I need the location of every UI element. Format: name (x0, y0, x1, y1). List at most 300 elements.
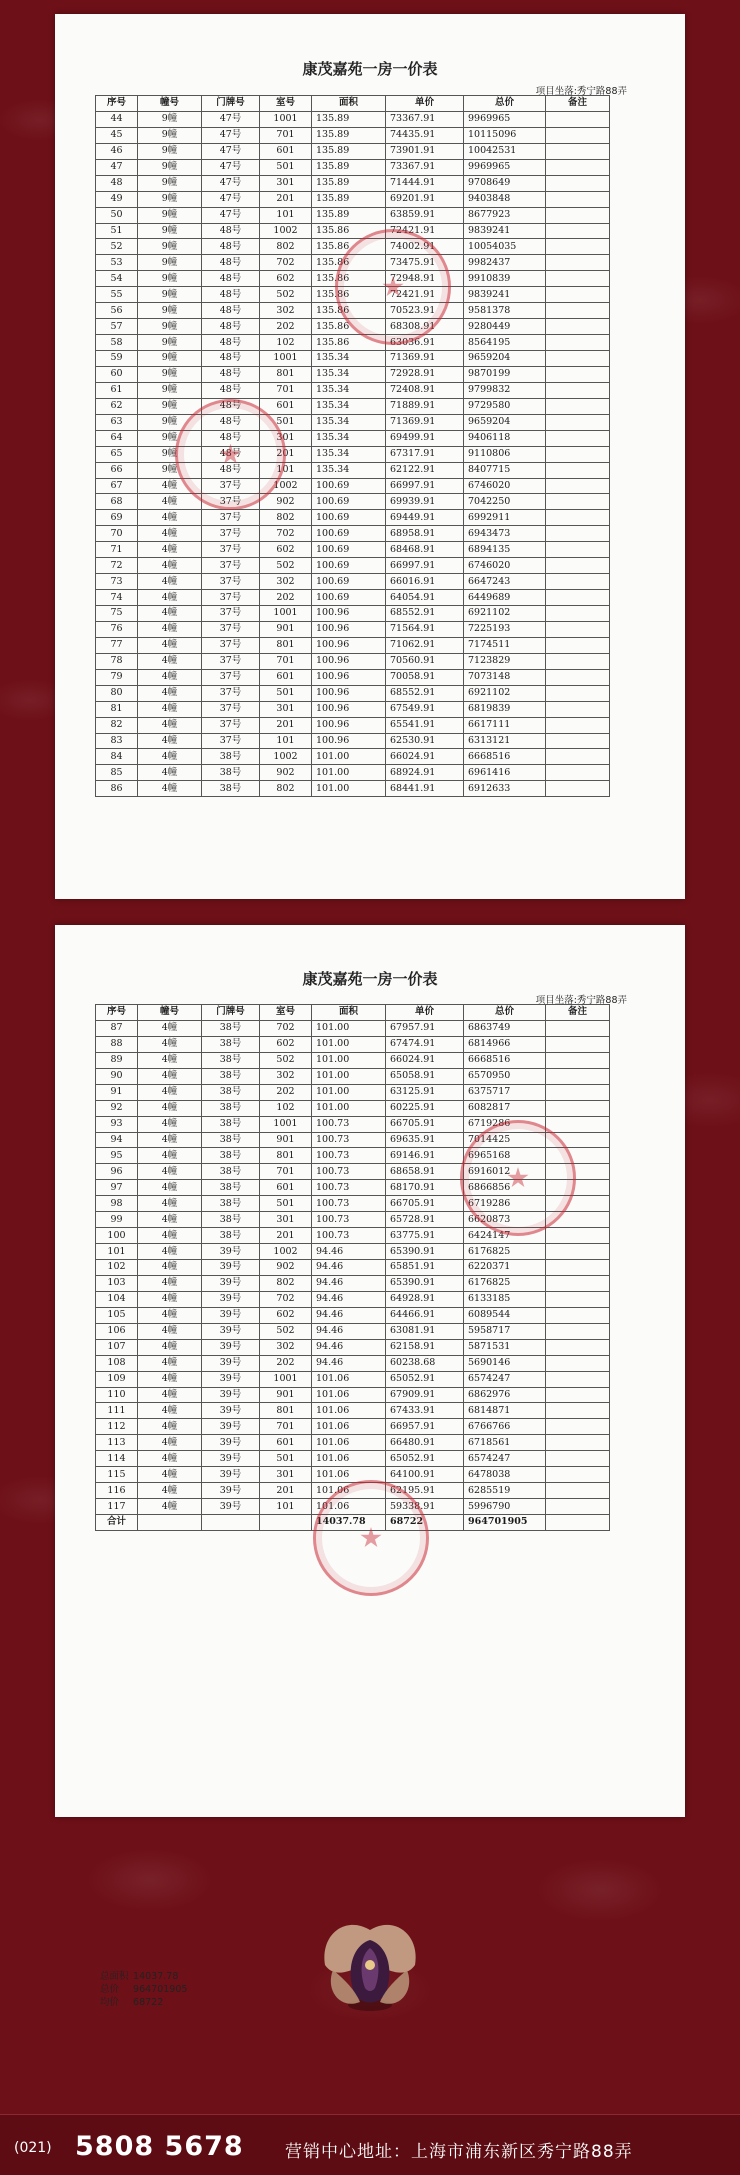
cell-room: 602 (260, 542, 312, 558)
cell-building: 4幢 (138, 510, 202, 526)
cell-area: 135.86 (312, 239, 386, 255)
cell-seq: 88 (96, 1036, 138, 1052)
cell-unit-price: 66016.91 (386, 574, 464, 590)
cell-building: 9幢 (138, 414, 202, 430)
table-row (96, 1371, 610, 1387)
table-row (96, 462, 610, 478)
total-row (96, 1515, 610, 1531)
cell-building: 9幢 (138, 239, 202, 255)
table-row (96, 303, 610, 319)
cell-seq: 108 (96, 1355, 138, 1371)
cell-unit-price: 72421.91 (386, 223, 464, 239)
cell-area: 101.00 (312, 749, 386, 765)
table-row (96, 127, 610, 143)
cell-area: 100.73 (312, 1148, 386, 1164)
table-row (96, 1116, 610, 1132)
cell-seq: 105 (96, 1307, 138, 1323)
cell-room: 602 (260, 1036, 312, 1052)
cell-remarks (546, 1291, 610, 1307)
cell-door: 38号 (202, 1164, 260, 1180)
cell-total-price: 10115096 (464, 127, 546, 143)
cell-remarks (546, 1499, 610, 1515)
cell-seq: 109 (96, 1371, 138, 1387)
cell-building: 4幢 (138, 765, 202, 781)
cell-building: 4幢 (138, 781, 202, 797)
cell-area: 135.86 (312, 335, 386, 351)
cell-unit-price: 68552.91 (386, 606, 464, 622)
cell-room: 302 (260, 574, 312, 590)
cell-building: 4幢 (138, 733, 202, 749)
cell-remarks (546, 558, 610, 574)
header-building: 幢号 (138, 96, 202, 112)
cell-unit-price: 62195.91 (386, 1483, 464, 1499)
cell-room: 201 (260, 446, 312, 462)
cell-room: 1002 (260, 478, 312, 494)
cell-seq: 52 (96, 239, 138, 255)
cell-remarks (546, 701, 610, 717)
cell-area: 100.96 (312, 606, 386, 622)
cell-door: 39号 (202, 1419, 260, 1435)
cell-building: 4幢 (138, 1020, 202, 1036)
cell-room: 501 (260, 685, 312, 701)
cell-remarks (546, 303, 610, 319)
cell-door: 47号 (202, 143, 260, 159)
cell-room: 501 (260, 414, 312, 430)
cell-seq: 117 (96, 1499, 138, 1515)
cell-seq: 67 (96, 478, 138, 494)
cell-seq: 65 (96, 446, 138, 462)
cell-building: 4幢 (138, 1260, 202, 1276)
cell-door: 48号 (202, 398, 260, 414)
table-row (96, 271, 610, 287)
cell-unit-price: 69635.91 (386, 1132, 464, 1148)
cell-total-price: 7174511 (464, 637, 546, 653)
header-area: 面积 (312, 1005, 386, 1021)
cell-seq: 73 (96, 574, 138, 590)
cell-door: 39号 (202, 1307, 260, 1323)
cell-room: 302 (260, 1339, 312, 1355)
table-row (96, 111, 610, 127)
table-row (96, 430, 610, 446)
cell-seq: 80 (96, 685, 138, 701)
cell-total-price: 7073148 (464, 669, 546, 685)
cell-door: 38号 (202, 1020, 260, 1036)
cell-area: 94.46 (312, 1307, 386, 1323)
cell-area: 94.46 (312, 1291, 386, 1307)
cell-unit-price: 70058.91 (386, 669, 464, 685)
cell-unit-price: 66997.91 (386, 478, 464, 494)
cell-total-price: 5958717 (464, 1323, 546, 1339)
header-area: 面积 (312, 96, 386, 112)
cell-area: 100.96 (312, 717, 386, 733)
cell-building: 4幢 (138, 1228, 202, 1244)
cell-room: 301 (260, 1467, 312, 1483)
header-room: 室号 (260, 1005, 312, 1021)
cell-door: 47号 (202, 175, 260, 191)
cell-room: 102 (260, 335, 312, 351)
cell-remarks (546, 1180, 610, 1196)
cell-room: 502 (260, 1323, 312, 1339)
cell-room: 302 (260, 303, 312, 319)
cell-remarks (546, 717, 610, 733)
table-row (96, 255, 610, 271)
cell-area: 135.86 (312, 255, 386, 271)
cell-remarks (546, 478, 610, 494)
cell-seq: 48 (96, 175, 138, 191)
cell-seq: 83 (96, 733, 138, 749)
header-remarks: 备注 (546, 96, 610, 112)
cell-building: 4幢 (138, 1483, 202, 1499)
cell-area: 100.96 (312, 637, 386, 653)
cell-door: 48号 (202, 366, 260, 382)
cell-area: 101.06 (312, 1435, 386, 1451)
cell-total-price: 6921102 (464, 685, 546, 701)
cell-room: 701 (260, 382, 312, 398)
cell-unit-price: 62158.91 (386, 1339, 464, 1355)
cell-door: 37号 (202, 542, 260, 558)
cell-remarks (546, 606, 610, 622)
cell-area: 101.06 (312, 1483, 386, 1499)
cell-remarks (546, 319, 610, 335)
cell-seq: 53 (96, 255, 138, 271)
cell-room: 601 (260, 143, 312, 159)
cell-total-price: 10054035 (464, 239, 546, 255)
cell-building: 4幢 (138, 1419, 202, 1435)
cell-remarks (546, 1387, 610, 1403)
cell-room: 902 (260, 1260, 312, 1276)
cell-total-price: 7042250 (464, 494, 546, 510)
cell-door: 48号 (202, 223, 260, 239)
cell-door: 39号 (202, 1467, 260, 1483)
total-cell (546, 1515, 610, 1531)
orchid-flower-image (305, 1910, 435, 2020)
cell-area: 100.96 (312, 733, 386, 749)
price-sheet-page-1 (55, 14, 685, 899)
cell-seq: 114 (96, 1451, 138, 1467)
cell-building: 4幢 (138, 494, 202, 510)
cell-remarks (546, 510, 610, 526)
cell-area: 135.89 (312, 207, 386, 223)
cell-unit-price: 68958.91 (386, 526, 464, 542)
cell-building: 4幢 (138, 1148, 202, 1164)
table-row (96, 159, 610, 175)
cell-room: 702 (260, 1020, 312, 1036)
table-row (96, 1355, 610, 1371)
cell-unit-price: 66024.91 (386, 749, 464, 765)
cell-unit-price: 73901.91 (386, 143, 464, 159)
cell-remarks (546, 414, 610, 430)
cell-unit-price: 68468.91 (386, 542, 464, 558)
header-remarks: 备注 (546, 1005, 610, 1021)
cell-room: 802 (260, 510, 312, 526)
cell-unit-price: 66024.91 (386, 1052, 464, 1068)
cell-area: 101.00 (312, 1052, 386, 1068)
cell-building: 9幢 (138, 127, 202, 143)
cell-remarks (546, 430, 610, 446)
cell-remarks (546, 526, 610, 542)
cell-seq: 78 (96, 653, 138, 669)
cell-building: 9幢 (138, 382, 202, 398)
cell-unit-price: 72421.91 (386, 287, 464, 303)
cell-seq: 111 (96, 1403, 138, 1419)
cell-area: 135.89 (312, 111, 386, 127)
table-row (96, 335, 610, 351)
cell-total-price: 9969965 (464, 111, 546, 127)
summary-total-label: 总价 (100, 1984, 120, 1995)
cell-remarks (546, 143, 610, 159)
cell-seq: 107 (96, 1339, 138, 1355)
cell-seq: 66 (96, 462, 138, 478)
total-unit-price: 68722 (386, 1515, 464, 1531)
cell-door: 48号 (202, 319, 260, 335)
cell-unit-price: 73367.91 (386, 159, 464, 175)
phone-area-code: (021) (14, 2140, 52, 2156)
cell-area: 135.89 (312, 159, 386, 175)
cell-area: 135.86 (312, 303, 386, 319)
cell-seq: 89 (96, 1052, 138, 1068)
table-row (96, 1435, 610, 1451)
cell-remarks (546, 621, 610, 637)
cell-remarks (546, 1483, 610, 1499)
cell-building: 4幢 (138, 653, 202, 669)
header-seq: 序号 (96, 1005, 138, 1021)
cell-area: 135.86 (312, 271, 386, 287)
cell-remarks (546, 653, 610, 669)
table-row (96, 653, 610, 669)
cell-door: 39号 (202, 1483, 260, 1499)
cell-unit-price: 63775.91 (386, 1228, 464, 1244)
cell-unit-price: 74002.91 (386, 239, 464, 255)
table-row (96, 685, 610, 701)
cell-unit-price: 66480.91 (386, 1435, 464, 1451)
header-door: 门牌号 (202, 96, 260, 112)
table-row (96, 1148, 610, 1164)
cell-total-price: 6424147 (464, 1228, 546, 1244)
cell-remarks (546, 255, 610, 271)
cell-unit-price: 72408.91 (386, 382, 464, 398)
cell-unit-price: 67474.91 (386, 1036, 464, 1052)
cell-seq: 56 (96, 303, 138, 319)
cell-door: 39号 (202, 1275, 260, 1291)
table-row (96, 1100, 610, 1116)
cell-total-price: 6766766 (464, 1419, 546, 1435)
cell-door: 39号 (202, 1355, 260, 1371)
table-row (96, 510, 610, 526)
cell-total-price: 9839241 (464, 287, 546, 303)
cell-unit-price: 71564.91 (386, 621, 464, 637)
cell-remarks (546, 637, 610, 653)
cell-total-price: 6220371 (464, 1260, 546, 1276)
cell-building: 4幢 (138, 1180, 202, 1196)
cell-door: 47号 (202, 127, 260, 143)
cell-area: 94.46 (312, 1355, 386, 1371)
cell-area: 135.86 (312, 319, 386, 335)
cell-unit-price: 70523.91 (386, 303, 464, 319)
cell-room: 301 (260, 175, 312, 191)
cell-door: 48号 (202, 462, 260, 478)
cell-building: 4幢 (138, 1244, 202, 1260)
cell-unit-price: 67317.91 (386, 446, 464, 462)
cell-unit-price: 71062.91 (386, 637, 464, 653)
table-row (96, 223, 610, 239)
cell-remarks (546, 127, 610, 143)
header-building: 幢号 (138, 1005, 202, 1021)
cell-seq: 49 (96, 191, 138, 207)
table-row (96, 749, 610, 765)
cell-remarks (546, 366, 610, 382)
sheet-title: 康茂嘉苑一房一价表 (302, 60, 438, 78)
cell-total-price: 8677923 (464, 207, 546, 223)
cell-door: 39号 (202, 1339, 260, 1355)
cell-remarks (546, 1228, 610, 1244)
cell-door: 37号 (202, 685, 260, 701)
cell-building: 9幢 (138, 223, 202, 239)
cell-area: 100.73 (312, 1228, 386, 1244)
cell-building: 9幢 (138, 287, 202, 303)
cell-door: 38号 (202, 749, 260, 765)
table-row (96, 1323, 610, 1339)
cell-remarks (546, 494, 610, 510)
cell-unit-price: 64928.91 (386, 1291, 464, 1307)
cell-remarks (546, 1403, 610, 1419)
footer-bar (0, 2114, 740, 2175)
table-row (96, 1387, 610, 1403)
cell-remarks (546, 382, 610, 398)
cell-room: 901 (260, 621, 312, 637)
cell-building: 9幢 (138, 303, 202, 319)
cell-area: 101.06 (312, 1419, 386, 1435)
cell-door: 38号 (202, 1148, 260, 1164)
table-row (96, 1275, 610, 1291)
cell-room: 902 (260, 765, 312, 781)
cell-room: 501 (260, 1196, 312, 1212)
table-row (96, 414, 610, 430)
cell-door: 37号 (202, 494, 260, 510)
cell-building: 4幢 (138, 749, 202, 765)
cell-remarks (546, 1212, 610, 1228)
cell-total-price: 6866856 (464, 1180, 546, 1196)
table-row (96, 590, 610, 606)
cell-total-price: 6863749 (464, 1020, 546, 1036)
cell-total-price: 6965168 (464, 1148, 546, 1164)
cell-area: 94.46 (312, 1339, 386, 1355)
table-row (96, 733, 610, 749)
cell-seq: 90 (96, 1068, 138, 1084)
table-row (96, 1068, 610, 1084)
cell-seq: 45 (96, 127, 138, 143)
cell-seq: 77 (96, 637, 138, 653)
cell-unit-price: 65541.91 (386, 717, 464, 733)
cell-door: 48号 (202, 287, 260, 303)
cell-room: 1002 (260, 749, 312, 765)
header-total-price: 总价 (464, 1005, 546, 1021)
price-table (95, 1004, 610, 1531)
cell-room: 1001 (260, 351, 312, 367)
cell-remarks (546, 287, 610, 303)
cell-seq: 96 (96, 1164, 138, 1180)
cell-total-price: 6862976 (464, 1387, 546, 1403)
cell-area: 135.34 (312, 414, 386, 430)
cell-room: 1001 (260, 111, 312, 127)
header-total-price: 总价 (464, 96, 546, 112)
sheet-title: 康茂嘉苑一房一价表 (302, 970, 438, 988)
cell-total-price: 6912633 (464, 781, 546, 797)
cell-unit-price: 73367.91 (386, 111, 464, 127)
cell-seq: 58 (96, 335, 138, 351)
cell-building: 4幢 (138, 1116, 202, 1132)
cell-door: 37号 (202, 653, 260, 669)
cell-unit-price: 66997.91 (386, 558, 464, 574)
cell-area: 94.46 (312, 1260, 386, 1276)
cell-seq: 62 (96, 398, 138, 414)
cell-door: 39号 (202, 1323, 260, 1339)
cell-building: 4幢 (138, 478, 202, 494)
cell-room: 501 (260, 1451, 312, 1467)
cell-remarks (546, 223, 610, 239)
cell-area: 100.69 (312, 542, 386, 558)
cell-room: 202 (260, 1355, 312, 1371)
project-location: 项目坐落:秀宁路88弄 (535, 86, 627, 97)
summary-area-label: 总面积 (100, 1971, 129, 1982)
cell-unit-price: 71369.91 (386, 414, 464, 430)
cell-door: 38号 (202, 1052, 260, 1068)
cell-remarks (546, 1451, 610, 1467)
cell-door: 38号 (202, 1084, 260, 1100)
cell-area: 135.34 (312, 446, 386, 462)
cell-room: 201 (260, 1483, 312, 1499)
cell-unit-price: 68658.91 (386, 1164, 464, 1180)
cell-building: 4幢 (138, 1451, 202, 1467)
cell-area: 101.06 (312, 1499, 386, 1515)
cell-room: 702 (260, 1291, 312, 1307)
cell-unit-price: 71444.91 (386, 175, 464, 191)
cell-building: 4幢 (138, 606, 202, 622)
cell-seq: 110 (96, 1387, 138, 1403)
cell-room: 501 (260, 159, 312, 175)
cell-area: 100.69 (312, 558, 386, 574)
cell-door: 48号 (202, 351, 260, 367)
cell-total-price: 7123829 (464, 653, 546, 669)
cell-remarks (546, 398, 610, 414)
cell-building: 4幢 (138, 1499, 202, 1515)
cell-total-price: 6746020 (464, 478, 546, 494)
table-row (96, 1052, 610, 1068)
cell-unit-price: 68924.91 (386, 765, 464, 781)
cell-remarks (546, 542, 610, 558)
price-table (95, 95, 610, 797)
cell-unit-price: 68441.91 (386, 781, 464, 797)
cell-door: 39号 (202, 1244, 260, 1260)
cell-building: 9幢 (138, 111, 202, 127)
cell-room: 801 (260, 1403, 312, 1419)
table-row (96, 781, 610, 797)
table-row (96, 1180, 610, 1196)
table-row (96, 1419, 610, 1435)
cell-building: 9幢 (138, 255, 202, 271)
cell-remarks (546, 1084, 610, 1100)
cell-remarks (546, 159, 610, 175)
cell-door: 47号 (202, 159, 260, 175)
cell-area: 100.73 (312, 1180, 386, 1196)
cell-room: 901 (260, 1387, 312, 1403)
table-row (96, 1467, 610, 1483)
cell-door: 37号 (202, 621, 260, 637)
cell-remarks (546, 574, 610, 590)
cell-room: 301 (260, 1212, 312, 1228)
cell-area: 100.69 (312, 510, 386, 526)
cell-seq: 104 (96, 1291, 138, 1307)
cell-door: 37号 (202, 526, 260, 542)
